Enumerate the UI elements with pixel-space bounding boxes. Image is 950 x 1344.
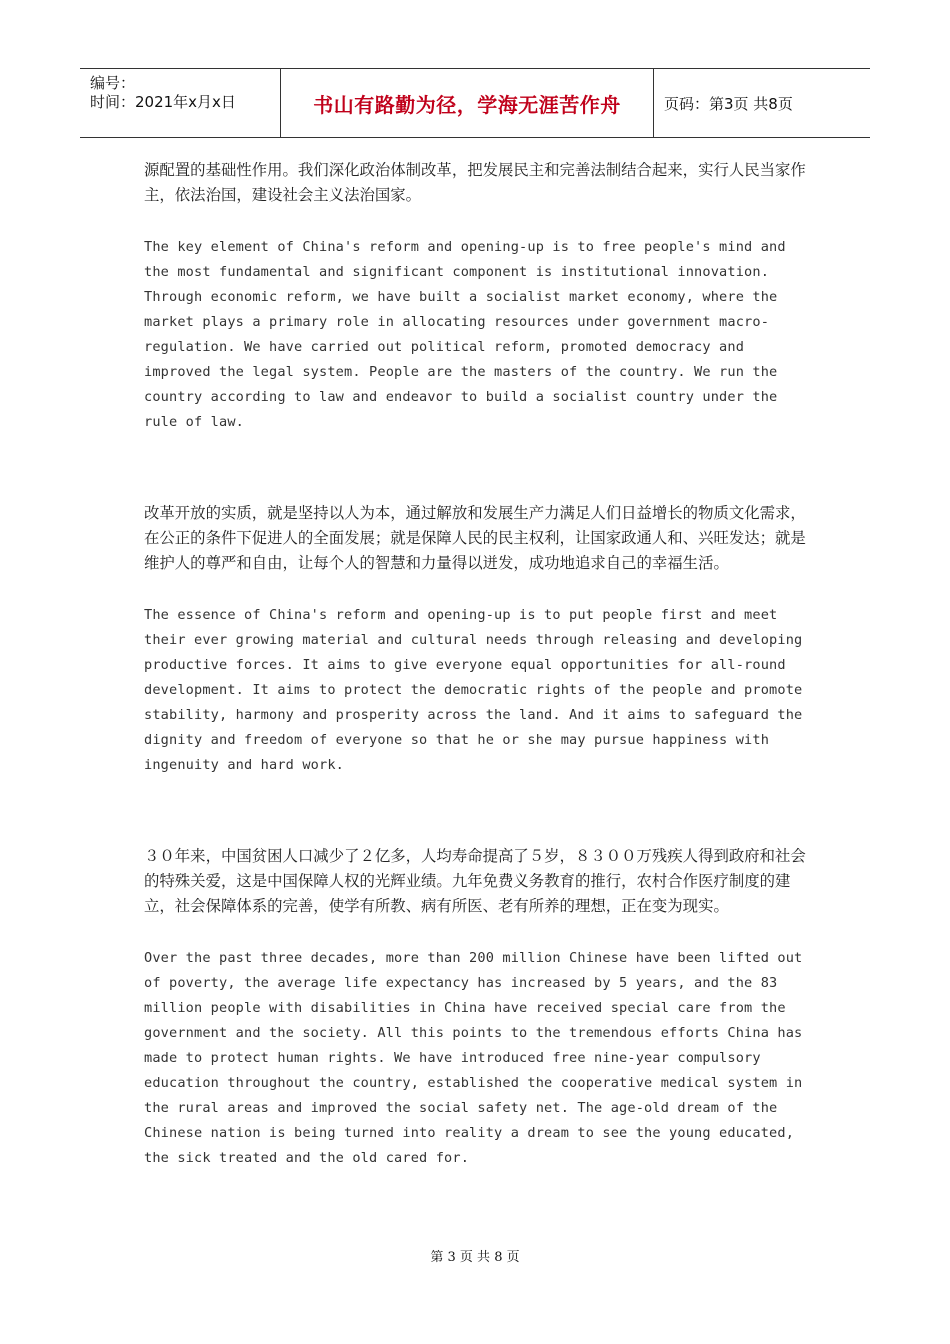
- header-meta-cell: [80, 69, 281, 137]
- page-header: [80, 68, 870, 138]
- paragraph-chinese: 改革开放的实质，就是坚持以人为本，通过解放和发展生产力满足人们日益增长的物质文化需求，在公正的条件下促进人的全面发展；就是保障人民的民主权利，让国家政通人和、兴旺发达；就是维护人的尊严和自由，让每个人的智慧和力量得以迸发，成功地追求自己的幸福生活。: [144, 504, 806, 572]
- header-motto-cell: [281, 69, 654, 137]
- paragraph-english: The key element of China's reform and opening-up is to free people's mind and the most fundamental and significant component is institutional innovation. Through economic reform, we have built a socialist market economy, where the market plays a primary role in allocating resources under government macro-regulation. We have carried out political reform, promoted democracy and improved the legal system. People are the masters of the country. We run the country according to law and endeavor to build a socialist country under the rule of law.: [144, 239, 786, 430]
- document-body: [144, 158, 812, 1171]
- header-page-cell: [654, 69, 870, 137]
- paragraph-chinese: ３０年来，中国贫困人口减少了２亿多，人均寿命提高了５岁，８３００万残疾人得到政府和社会的特殊关爱，这是中国保障人权的光辉业绩。九年免费义务教育的推行，农村合作医疗制度的建立，社会保障体系的完善，使学有所教、病有所医、老有所养的理想，正在变为现实。: [144, 847, 806, 915]
- page-footer: 第 3 页 共 8 页: [430, 1250, 520, 1265]
- paragraph-english: The essence of China's reform and opening-up is to put people first and meet their ever growing material and cultural needs through releasing and developing productive forces. It aims to give everyone equal opportunities for all-round development. It aims to protect the democratic rights of the people and promote stability, harmony and prosperity across the land. And it aims to safeguard the dignity and freedom of everyone so that he or she may pursue happiness with ingenuity and hard work.: [144, 607, 803, 773]
- paragraph-chinese: 源配置的基础性作用。我们深化政治体制改革，把发展民主和完善法制结合起来，实行人民当家作主，依法治国，建设社会主义法治国家。: [144, 161, 806, 204]
- header-motto: 书山有路勤为径，学海无涯苦作舟: [313, 92, 621, 117]
- document-number-label: 编号：: [90, 74, 136, 92]
- document-date-label: 时间：2021年x月x日: [90, 93, 236, 111]
- header-page-info: 页码：第3页 共8页: [664, 94, 793, 113]
- paragraph-english: Over the past three decades, more than 200 million Chinese have been lifted out of poverty, the average life expectancy has increased by 5 years, and the 83 million people with disabilities in China have received special care from the government and the society. All this points to the tremendous efforts China has made to protect human rights. We have introduced free nine-year compulsory education throughout the country, established the cooperative medical system in the rural areas and improved the social safety net. The age-old dream of the Chinese nation is being turned into reality a dream to see the young educated, the sick treated and the old cared for.: [144, 950, 803, 1166]
